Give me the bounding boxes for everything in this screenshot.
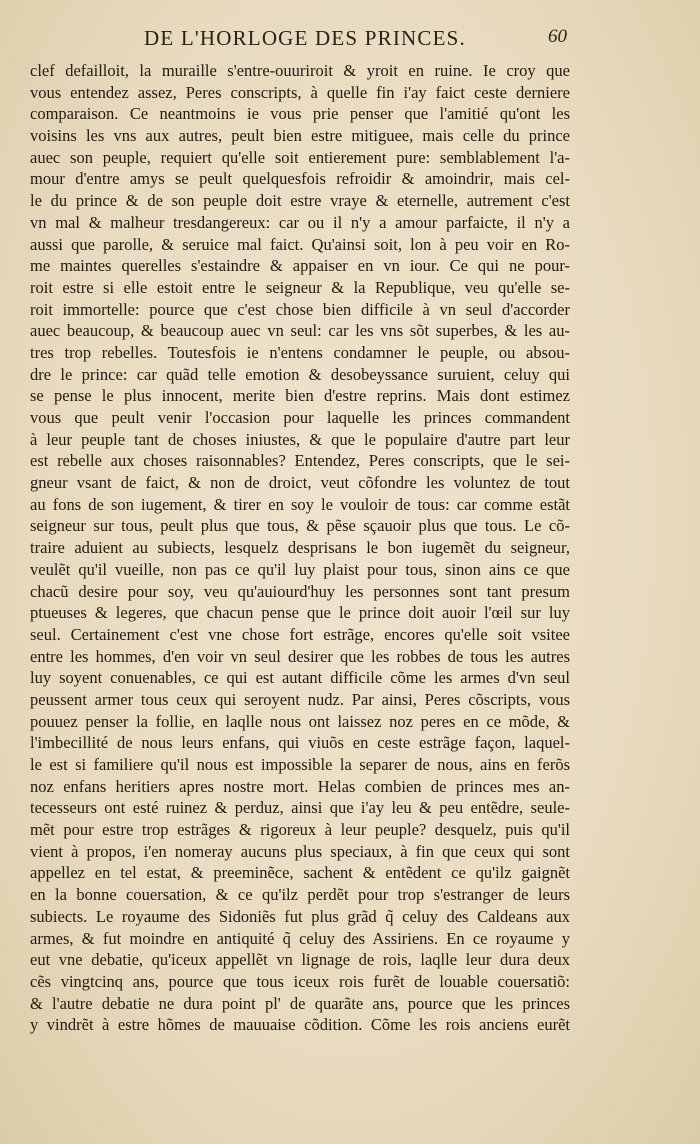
text-line: roit immortelle: pource que c'est chose bien difficile à vn seul d'accorder — [30, 299, 570, 319]
text-line: l'imbecillité de nous leurs enfans, qui viuõs en ceste estrãge façon, laquel- — [30, 733, 570, 753]
text-line: veulẽt qu'il vueille, non pas ce qu'il luy plaist pour tous, sinon ains ce que — [30, 559, 570, 579]
text-line: le du prince & de son peuple doit estre vraye & eternelle, autrement c'est — [30, 191, 570, 211]
text-line: est rebelle aux choses raisonnables? Entendez, Peres conscripts, que le sei- — [30, 451, 570, 471]
text-line: le est si familiere qu'il nous est impossible la separer de nous, ains en ferõs — [30, 755, 570, 774]
text-line: seul. Certainement c'est vne chose fort estrãge, encores qu'elle soit vsitee — [30, 624, 570, 644]
text-line: vn mal & malheur tresdangereux: car ou il n'y a amour parfaicte, il n'y a — [30, 212, 570, 232]
text-line: se pense le plus innocent, merite bien d'estre reprins. Mais dont estimez — [30, 386, 570, 406]
text-line: auec beaucoup, & beaucoup auec vn seul: car les vns sõt superbes, & les au- — [30, 321, 570, 341]
text-line: pouuez penser la follie, en laqlle nous ont laissez noz peres en ce mõde, & — [30, 711, 570, 731]
text-line: armes, & fut moindre en antiquité q̃ celuy des Assiriens. En ce royaume y — [30, 928, 570, 948]
page-header — [0, 26, 700, 56]
text-line: ptueuses & legeres, que chacun pense que le prince doit auoir l'œil sur luy — [30, 603, 570, 623]
text-line: & l'autre debatie ne dura point pl' de quarãte ans, pource que les princes — [30, 993, 570, 1013]
running-title: DE L'HORLOGE DES PRINCES. — [144, 26, 466, 50]
text-line: tres trop rebelles. Toutesfois ie n'entens condamner le peuple, ou absou- — [30, 342, 570, 362]
text-line: vous entendez assez, Peres conscripts, à quelle fin i'ay faict ceste derniere — [30, 82, 570, 102]
text-line: mour d'entre amys se peult quelquesfois refroidir & amoindrir, mais cel- — [30, 169, 570, 189]
text-line: me maintes querelles s'estaindre & appaiser en vn iour. Ce qui ne pour- — [30, 256, 570, 276]
text-line: eut vne debatie, qu'iceux appellẽt vn lignage de rois, laqlle leur dura deux — [30, 950, 570, 970]
text-line: luy soyent conuenables, ce qui est autant difficile cõme les armes d'vn seul — [30, 668, 570, 688]
text-line: gneur vsant de faict, & non de droict, veut cõfondre les voluntez de tout — [30, 473, 570, 493]
text-line: seigneur sur tous, peult plus que tous, & pẽse sçauoir plus que tous. Le cõ- — [30, 516, 570, 536]
text-line: au fons de son iugement, & tirer en soy le vouloir de tous: car comme estãt — [30, 494, 570, 514]
text-line: tecesseurs ont esté ruinez & perduz, ainsi que i'ay leu & peu entẽdre, seule- — [30, 798, 570, 818]
text-line: entre les hommes, d'en voir vn seul desirer que les robbes de tous les autres — [30, 646, 570, 666]
text-line: aussi que parolle, & seruice mal faict. Qu'ainsi soit, lon à peu voir en Ro- — [30, 234, 570, 254]
text-line: vient à propos, i'en nomeray aucuns plus speciaux, à fin que ceux qui sont — [30, 841, 570, 861]
text-line: y vindrẽt à estre hõmes de mauuaise cõdition. Cõme les rois anciens eurẽt — [30, 1015, 570, 1035]
text-line: subiects. Le royaume des Sidoniẽs fut plus grãd q̃ celuy des Caldeans aux — [30, 906, 570, 926]
text-line: à leur peuple tant de choses iniustes, & que le populaire d'autre part leur — [30, 429, 570, 449]
page-number: 60 — [548, 26, 567, 47]
text-line: en la bonne couersation, & ce qu'ilz perdẽt pour trop s'estranger de leurs — [30, 885, 570, 905]
text-line: vous que peult venir l'occasion pour laquelle les princes commandent — [30, 408, 570, 427]
text-line: traire aduient au subiects, lesquelz desprisans le bon iugemẽt du seigneur, — [30, 538, 570, 558]
text-line: chacũ desire pour soy, veu qu'auiourd'huy les personnes sont tant presum — [30, 581, 570, 601]
text-line: dre le prince: car quãd telle emotion & desobeyssance suruient, celuy qui — [30, 364, 570, 384]
text-line: roit estre si elle estoit entre le seigneur & la Republique, veu qu'elle se- — [30, 277, 570, 297]
text-line: appellez en tel estat, & preeminẽce, sachent & entẽdent ce qu'ilz gaignẽt — [30, 863, 570, 883]
text-line: peussent armer tous ceux qui seroyent nudz. Par ainsi, Peres cõscripts, vous — [30, 689, 570, 709]
text-line: cẽs vingtcinq ans, pource que tous iceux rois furẽt de louable couersatiõ: — [30, 971, 570, 991]
text-line: comparaison. Ce neantmoins ie vous prie penser que l'amitié qu'ont les — [30, 104, 570, 124]
text-line: noz enfans heritiers apres nostre mort. Helas combien de princes mes an- — [30, 776, 570, 796]
text-line: clef defailloit, la muraille s'entre-ouuriroit & yroit en ruine. Ie croy que — [30, 61, 570, 80]
text-line: voisins les vns aux autres, peult bien estre mitiguee, mais celle du prince — [30, 126, 570, 146]
text-line: auec son peuple, requiert qu'elle soit entierement pure: semblablement l'a- — [30, 147, 570, 167]
body-text — [30, 60, 570, 1036]
text-line: mẽt pour estre trop estrãges & rigoreux à leur peuple? desquelz, puis qu'il — [30, 820, 570, 840]
